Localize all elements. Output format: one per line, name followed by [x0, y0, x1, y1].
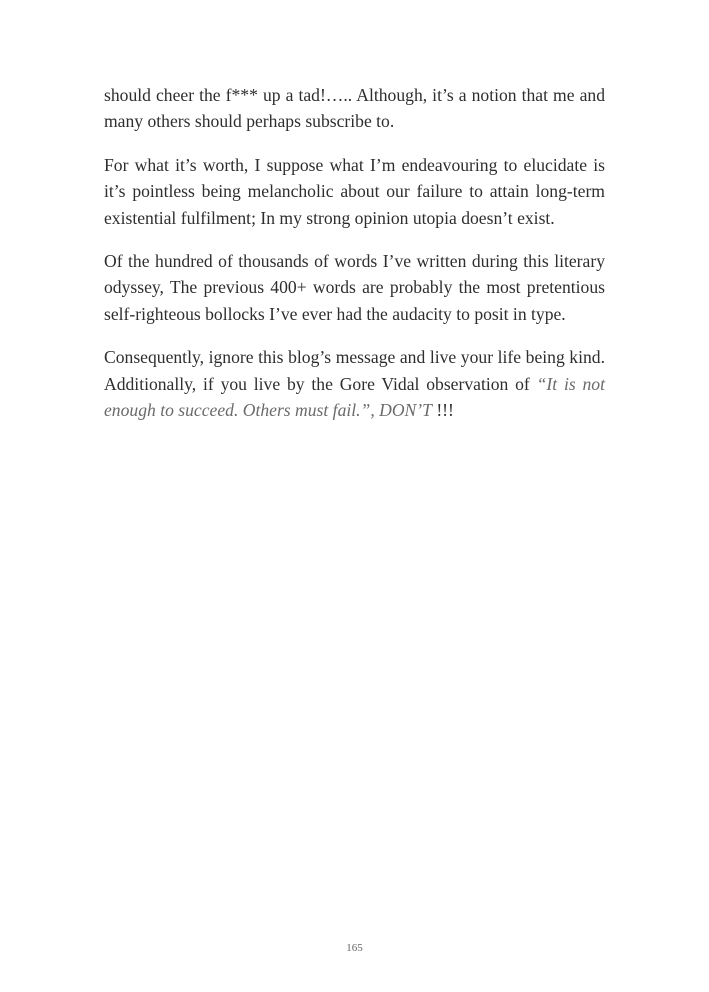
paragraph-1: should cheer the f*** up a tad!….. Although, it’s a notion that me and many others should perhaps subscribe to.	[104, 85, 605, 132]
body-text	[104, 82, 605, 440]
paragraph-4-lead: Consequently, ignore this blog’s message and live your life being kind. Additionally, if you live by the Gore Vidal observation of	[104, 347, 605, 394]
paragraph-3: Of the hundred of thousands of words I’ve written during this literary odyssey, The previous 400+ words are probably the most pretentious self-righteous bollocks I’ve ever had the audacity to posit in type.	[104, 251, 605, 324]
gore-vidal-quote: “It is not enough to succeed. Others must fail.”, DON’T	[104, 373, 605, 421]
page-number: 165	[346, 942, 363, 954]
paragraph-4-tail: !!!	[431, 400, 454, 421]
paragraph-2: For what it’s worth, I suppose what I’m endeavouring to elucidate is it’s pointless being melancholic about our failure to attain long-term existential fulfilment; In my strong opinion utopia doesn’t exist.	[104, 154, 605, 228]
paragraph-4	[104, 344, 605, 423]
